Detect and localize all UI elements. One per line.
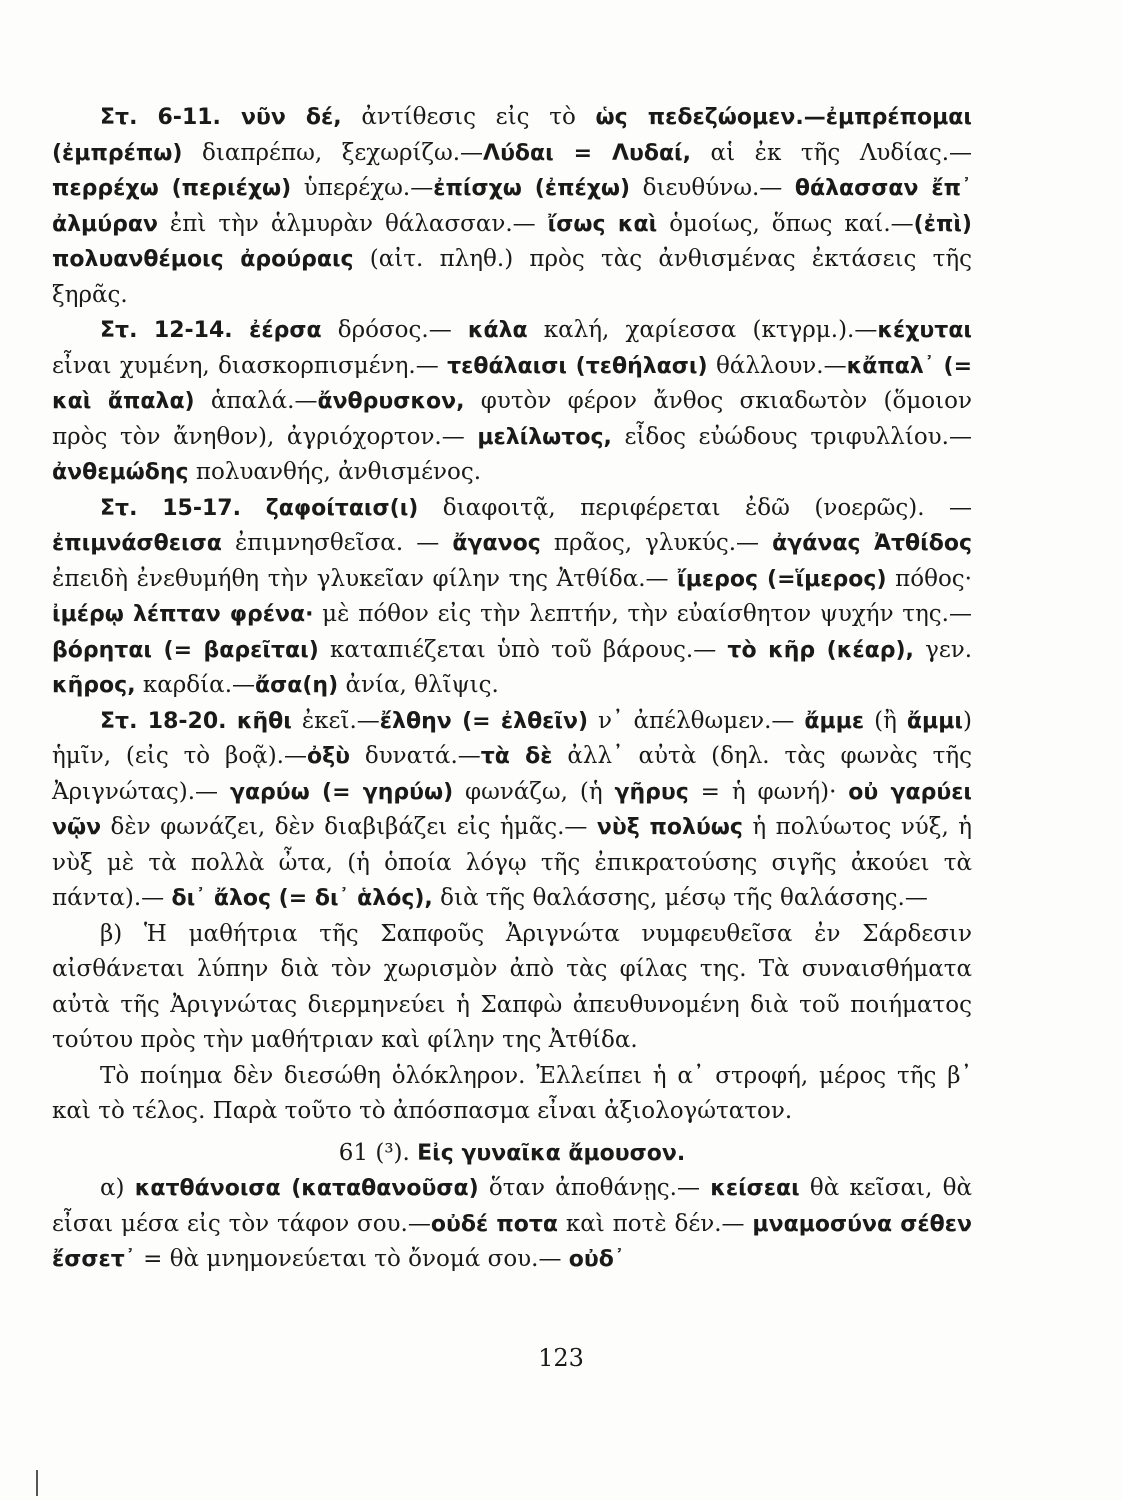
bold-term: οὐδέ ποτα [430, 1211, 559, 1237]
scan-edge-mark [36, 1470, 38, 1496]
bold-term: περρέχω (περιέχω) [52, 176, 292, 201]
bold-term: νὺξ πολύως [596, 815, 743, 840]
text-run: δὲν φωνάζει, δὲν διαβιβάζει εἰς ἡμᾶς.— [101, 814, 597, 840]
bold-term: κατθάνοισα (καταθανοῦσα) [134, 1176, 479, 1201]
bold-term: ἴσως καὶ [547, 211, 658, 237]
bold-term: ἰμέρῳ λέπταν φρένα· [52, 602, 314, 627]
text-run: δυνατά.— [349, 743, 481, 769]
text-run: εἶναι χυμένη, διασκορπισμένη.— [52, 352, 448, 379]
bold-term: Λύδαι = Λυδαί, [483, 140, 691, 166]
text-run: = θὰ μνημονεύεται τὸ ὄνομά σου.— [135, 1246, 569, 1272]
bold-term: ἀνθεμώδης [52, 460, 189, 485]
bold-term: βόρηται (= βαρεῖται) [52, 637, 319, 663]
text-run: ὁμοίως, ὅπως καί.— [657, 210, 914, 237]
bold-term: (ἐπὶ) πολυανθέμοις ἀρούραις [52, 211, 972, 272]
text-run: θάλλουν.— [707, 352, 847, 379]
page-number: 123 [538, 1344, 584, 1372]
bold-term: κάλα [467, 318, 528, 343]
text-run: ἐπειδὴ ἐνεθυμήθη τὴν γλυκεῖαν φίλην της Ἀτθίδα.— [52, 565, 678, 592]
bold-term: ἄγανος [452, 531, 541, 556]
text-run: ἀλλ᾽ αὐτὰ (δηλ. τὰς φωνὰς τῆς Ἀριγνώτας).— [52, 743, 972, 805]
bold-term: ἴμερος (=ἵμερος) [677, 566, 887, 592]
paragraph [52, 491, 972, 704]
text-run: δρόσος.— [321, 317, 468, 343]
text-run: πολυανθής, ἀνθισμένος. [188, 459, 482, 485]
paragraph [52, 704, 972, 917]
bold-term: ἄσα(η) [255, 673, 339, 698]
bold-term: τὸ κῆρ (κέαρ), [727, 637, 914, 663]
bold-term: θάλασσαν ἔπ᾽ ἀλμύραν [52, 176, 973, 237]
text-run: θὰ κεῖσαι, θὰ εἶσαι μέσα εἰς τὸν τάφον σου.— [52, 1175, 972, 1237]
text-run: αἱ ἐκ τῆς Λυδίας.— [691, 139, 973, 166]
text-run: γεν. [913, 636, 973, 663]
bold-term: μελίλωτος, [477, 424, 612, 450]
bold-term: κῆρος, [52, 673, 136, 698]
text-run: φυτὸν φέρον ἄνθος σκιαδωτὸν (ὅμοιον πρὸς τὸν ἄνηθον), ἀγριόχορτον.— [52, 388, 972, 450]
text-run: διαφοιτᾷ, περιφέρεται ἐδῶ (νοερῶς). — [418, 494, 972, 521]
bold-term: Στ. 15-17. ζαφοίταισ(ι) [100, 495, 419, 521]
text-run: α) [100, 1175, 135, 1201]
text-run: ἡ πολύωτος νύξ, ἡ νὺξ μὲ τὰ πολλὰ ὦτα, (ἡ ὁποία λόγῳ τῆς ἐπικρατούσης σιγῆς ἀκούει τὰ πάντα).— [52, 814, 972, 911]
bold-term: κείσεαι [710, 1176, 800, 1201]
bold-term: ὀξὺ [307, 744, 350, 769]
text-run: (ἢ [864, 707, 907, 734]
text-run: καρδία.— [135, 672, 256, 698]
text-run: ἐπιμνησθεῖσα. — [221, 530, 453, 556]
bold-term: ἔλθην (= ἐλθεῖν) [379, 708, 589, 734]
text-run: ὑπερέχω.— [291, 175, 434, 201]
bold-term: ἄμμε [804, 708, 865, 734]
text-run: φωνάζω, (ἡ [453, 778, 615, 805]
text-run: καλή, χαρίεσσα (κτγρμ.).— [527, 317, 878, 343]
bold-term: ἀγάνας Ἀτθίδος [772, 531, 972, 556]
bold-term: ἐπίσχω (ἐπέχω) [433, 176, 631, 201]
bold-term: Εἰς γυναῖκα ἄμουσον. [417, 1140, 686, 1166]
text-run: = ἡ φωνή)· [688, 778, 849, 805]
text-run: ἀνία, θλῖψις. [338, 672, 499, 698]
bold-term: Στ. 12-14. ἐέρσα [100, 318, 322, 343]
text-run: (αἰτ. πληθ.) πρὸς τὰς ἀνθισμένας ἐκτάσεις τῆς ξηρᾶς. [52, 246, 973, 308]
bold-term: κέχυται [877, 318, 973, 343]
bold-term: ἄμμι [906, 708, 963, 734]
bold-term: Στ. 6-11. νῦν δέ, [100, 105, 342, 130]
text-run: καὶ ποτὲ δέν.— [558, 1210, 753, 1237]
bold-term: κἄπαλ᾽ (= καὶ ἄπαλα) [52, 353, 973, 414]
bold-term: ἐπιμνάσθεισα [52, 531, 222, 556]
bold-term: γαρύω (= γηρύω) [229, 779, 454, 805]
bold-term: δι᾽ ἄλος (= δι᾽ ἁλός), [171, 886, 433, 911]
bold-term: οὐδ᾽ [568, 1247, 625, 1272]
bold-term: Στ. 18-20. κῆθι [100, 708, 292, 734]
text-run: πρᾶος, γλυκύς.— [540, 530, 773, 556]
paragraph [52, 1171, 972, 1278]
text-run: διὰ τῆς θαλάσσης, μέσῳ τῆς θαλάσσης.— [432, 885, 928, 911]
text-run: β) Ἡ μαθήτρια τῆς Σαπφοῦς Ἀριγνώτα νυμφευθεῖσα ἐν Σάρδεσιν αἰσθάνεται λύπην διὰ τὸν χωρισμὸν ἀπὸ τὰς φίλας της. Τὰ συναισθήματα αὐτὰ τῆς Ἀριγνώτας διερμηνεύει ἡ Σαπφὼ ἀπευθυνομένη διὰ τοῦ ποιήματος τούτου πρὸς τὴν μαθήτριαν καὶ φίλην της Ἀτθίδα. [52, 920, 972, 1053]
bold-term: ἄνθρυσκον, [317, 389, 465, 414]
bold-term: τὰ δὲ [480, 744, 553, 769]
text-run: ὅταν ἀποθάνῃς.— [478, 1175, 711, 1201]
paragraph [52, 917, 972, 1059]
bold-term: γῆρυς [614, 779, 689, 805]
bold-term: οὐ γαρύει νῷν [52, 779, 973, 840]
bold-term: ὡς πεδεζώομεν.—ἐμπρέπομαι (ἐμπρέπω) [52, 105, 972, 166]
paragraph [52, 313, 972, 491]
text-run: μὲ πόθον εἰς τὴν λεπτήν, τὴν εὐαίσθητον ψυχήν της.— [313, 601, 972, 627]
section-heading [52, 1136, 972, 1172]
paragraph [52, 100, 972, 313]
text-run: εἶδος εὐώδους τριφυλλίου.— [611, 423, 972, 450]
text-run: καταπιέζεται ὑπὸ τοῦ βάρους.— [318, 636, 728, 663]
text-run: Τὸ ποίημα δὲν διεσώθη ὁλόκληρον. Ἐλλείπει ἡ α᾽ στροφή, μέρος τῆς β᾽ καὶ τὸ τέλος. Παρὰ τοῦτο τὸ ἀπόσπασμα εἶναι ἀξιολογώτατον. [52, 1062, 972, 1124]
text-run: 61 (³). [338, 1139, 418, 1166]
text-run: ἀντίθεσις εἰς τὸ [341, 104, 596, 130]
text-run: ἐπὶ τὴν ἁλμυρὰν θάλασσαν.— [157, 210, 548, 237]
bold-term: τεθάλαισι (τεθήλασι) [447, 353, 708, 379]
text-run: πόθος· [886, 565, 972, 592]
commentary-text [52, 100, 972, 1278]
text-run: ν᾽ ἀπέλθωμεν.— [588, 707, 805, 734]
text-run: διευθύνω.— [630, 175, 795, 201]
text-run: ἐκεῖ.— [291, 707, 380, 734]
text-run: ἁπαλά.— [194, 388, 318, 414]
paragraph [52, 1059, 972, 1130]
bold-term: μναμοσύνα σέθεν ἔσσετ᾽ [52, 1211, 972, 1272]
text-run: διαπρέπω, ξεχωρίζω.— [182, 139, 484, 166]
text-run: ) ἡμῖν, (εἰς τὸ βοᾷ).— [52, 707, 972, 769]
